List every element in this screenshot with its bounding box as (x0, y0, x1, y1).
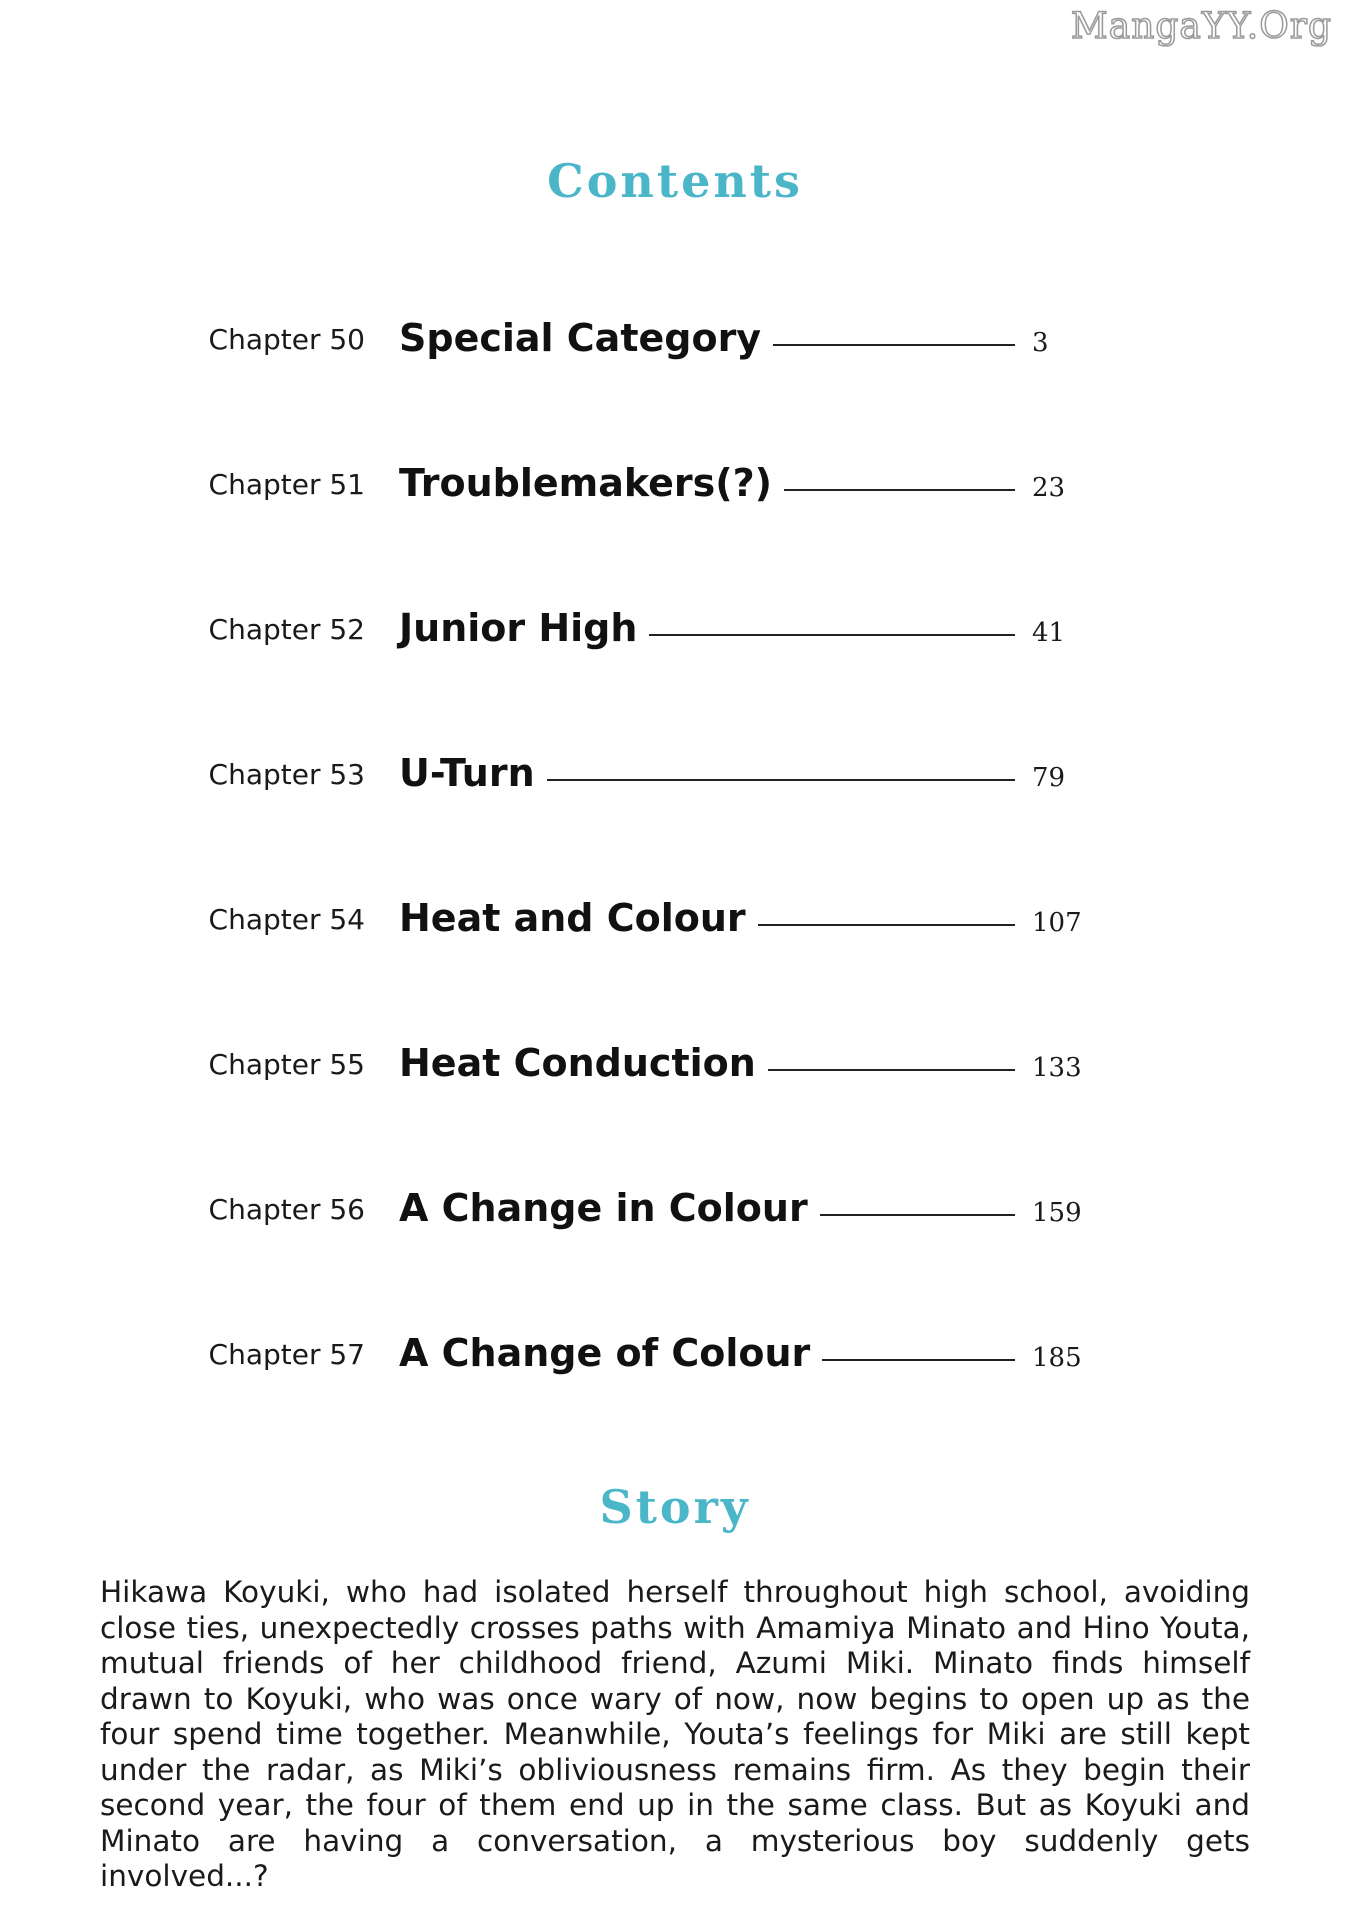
page-number: 185 (1032, 1343, 1082, 1373)
chapter-title: A Change in Colour (399, 1186, 808, 1230)
page-number: 3 (1032, 328, 1049, 358)
story-heading: Story (599, 1480, 751, 1534)
page-number: 79 (1032, 763, 1066, 793)
watermark-logo: MangaYY.Org (1070, 6, 1332, 47)
toc-row (0, 1180, 1350, 1240)
chapter-title: Heat and Colour (399, 896, 746, 940)
page-number: 23 (1032, 473, 1066, 503)
toc-row (0, 890, 1350, 950)
page-number: 107 (1032, 908, 1082, 938)
chapter-title: U-Turn (399, 751, 535, 795)
chapter-label: Chapter 56 (208, 1193, 365, 1226)
leader-line (768, 1069, 1015, 1071)
story-paragraph: Hikawa Koyuki, who had isolated herself throughout high school, avoiding close ties, unexpectedly crosses paths with Amamiya Minato and Hino Youta, mutual friends of her childhood friend, Azumi Miki. Minato finds himself drawn to Koyuki, who was once wary of now, now begins to open up as the four spend time together. Meanwhile, Youta’s feelings for Miki are still kept under the radar, as Miki’s obliviousness remains firm. As they begin their second year, the four of them end up in the same class. But as Koyuki and Minato are having a conversation, a mysterious boy suddenly gets involved...? (100, 1575, 1250, 1893)
leader-line (758, 924, 1015, 926)
chapter-label: Chapter 54 (208, 903, 365, 936)
chapter-label: Chapter 57 (208, 1338, 365, 1371)
chapter-title: A Change of Colour (399, 1331, 811, 1375)
leader-line (547, 779, 1015, 781)
page-number: 133 (1032, 1053, 1082, 1083)
chapter-title: Heat Conduction (399, 1041, 756, 1085)
leader-line (822, 1359, 1015, 1361)
chapter-label: Chapter 51 (208, 468, 365, 501)
chapter-label: Chapter 53 (208, 758, 365, 791)
leader-line (649, 634, 1015, 636)
leader-line (820, 1214, 1015, 1216)
leader-line (773, 344, 1015, 346)
chapter-label: Chapter 52 (208, 613, 365, 646)
leader-line (784, 489, 1015, 491)
chapter-label: Chapter 50 (208, 323, 365, 356)
toc-row (0, 600, 1350, 660)
chapter-label: Chapter 55 (208, 1048, 365, 1081)
chapter-title: Special Category (399, 316, 762, 360)
page-number: 159 (1032, 1198, 1082, 1228)
toc-row (0, 1035, 1350, 1095)
chapter-title: Troublemakers(?) (399, 461, 773, 505)
toc-row (0, 310, 1350, 370)
contents-heading: Contents (547, 154, 803, 208)
chapter-title: Junior High (399, 606, 638, 650)
toc-row (0, 745, 1350, 805)
page-number: 41 (1032, 618, 1066, 648)
toc-row (0, 455, 1350, 515)
toc-row (0, 1325, 1350, 1385)
